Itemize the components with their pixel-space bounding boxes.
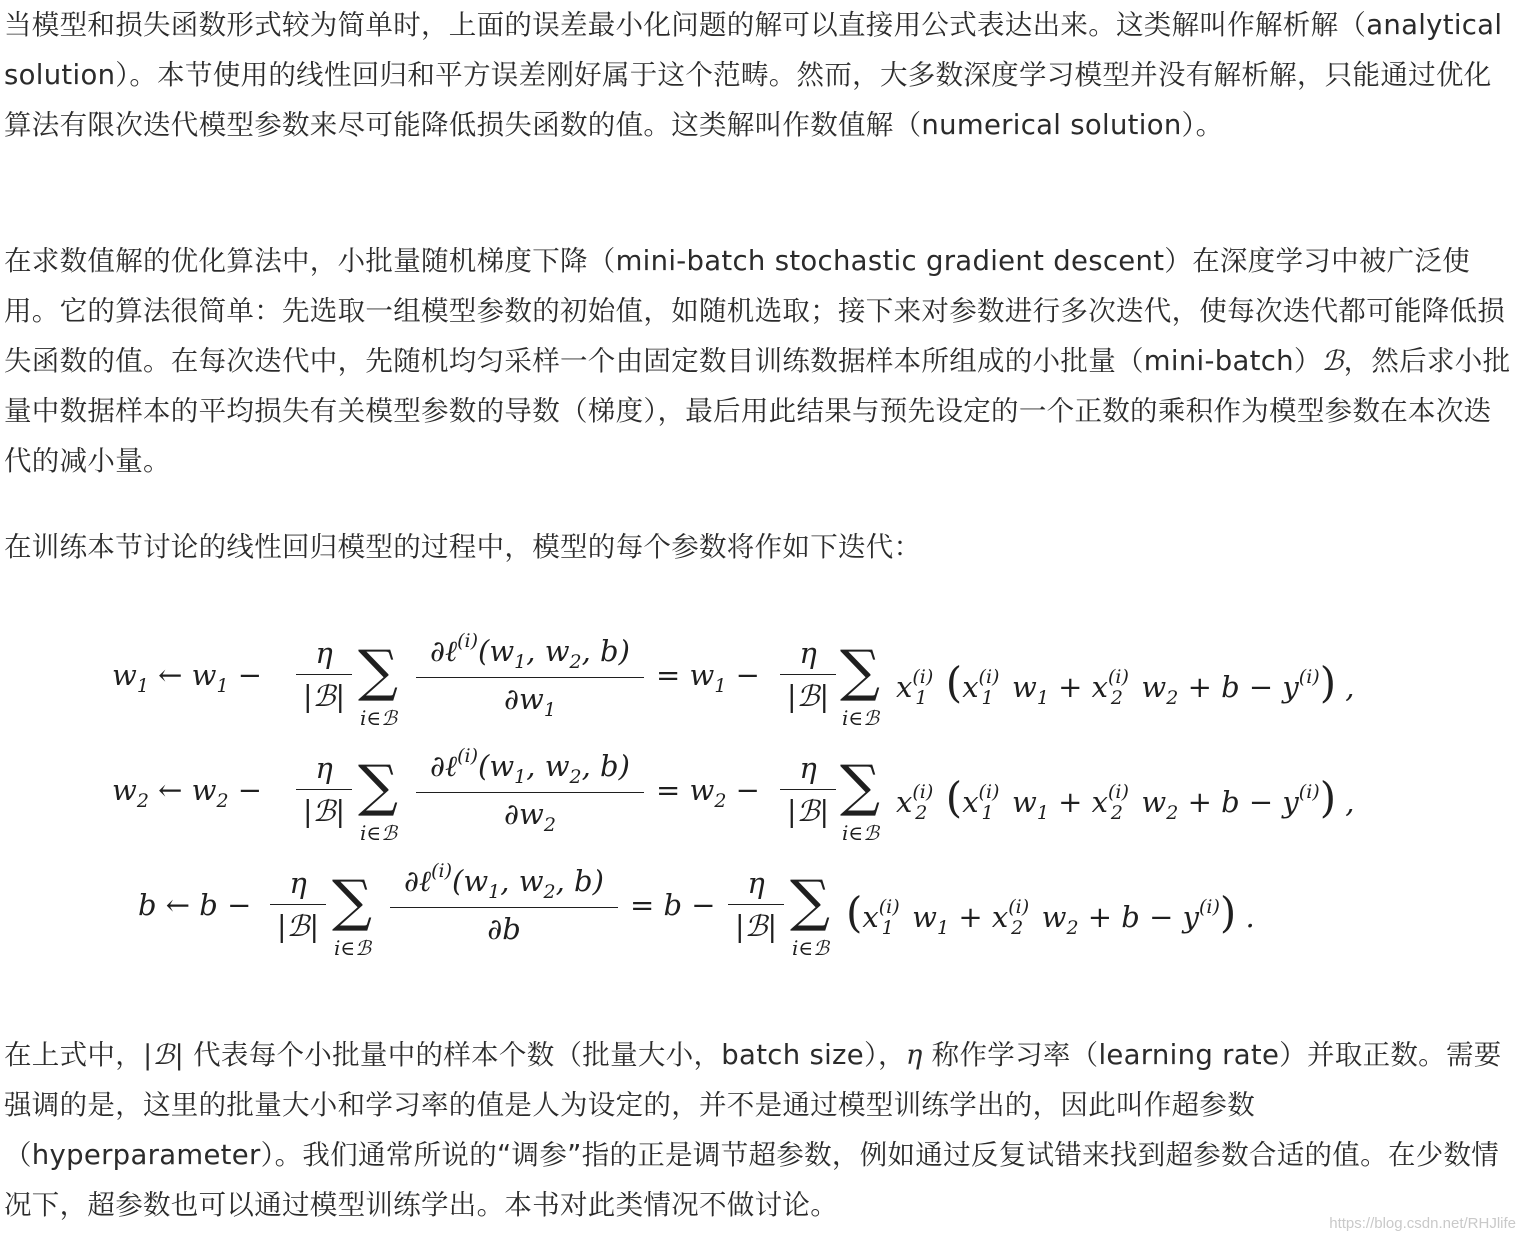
summation-symbol: ∑ bbox=[332, 869, 372, 934]
equation-lhs: $w_1$ ← $w_1$ − bbox=[112, 658, 263, 697]
summation-symbol: ∑ bbox=[358, 754, 398, 819]
summation-symbol: ∑ bbox=[358, 639, 398, 704]
paragraph-text: 在求数值解的优化算法中，小批量随机梯度下降（mini-batch stochastic gradient descent）在深度学习中被广泛使用。它的算法很简单：先选取一组模型参数的初始值，如随机选取；接下来对参数进行多次迭代，使每次迭代都可能降低损失函数的值。在每次迭代中，先随机均匀采样一个由固定数目训练数据样本所组成的小批量（mini-batch） bbox=[4, 245, 1506, 377]
paragraph-text: ，然后求小批量中数据样本的平均损失有关模型参数的导数（梯度），最后用此结果与预先设定的一个正数的乘积作为模型参数在本次迭代的减小量。 bbox=[4, 345, 1511, 477]
paragraph-minibatch-sgd bbox=[4, 236, 1516, 486]
update-equations bbox=[4, 600, 1516, 980]
fraction-eta-batch: η |ℬ| bbox=[780, 636, 836, 713]
fraction-gradient: $\partial\ell^{(i)}(w_1$, $w_2$, b) ∂b bbox=[390, 860, 618, 946]
equation-b bbox=[4, 848, 1516, 964]
paragraph-text: 代表每个小批量中的样本个数（批量大小，batch size）， bbox=[184, 1039, 906, 1071]
paragraph-hyperparameters bbox=[4, 1030, 1516, 1230]
fraction-eta-batch: η |ℬ| bbox=[780, 751, 836, 828]
fraction-eta-batch: η |ℬ| bbox=[296, 751, 352, 828]
summation-subscript: i∈ℬ bbox=[360, 706, 397, 730]
batch-symbol: ℬ bbox=[1321, 345, 1344, 377]
equation-rhs: = b − bbox=[630, 888, 716, 922]
equation-lhs: $w_2$ ← $w_2$ − bbox=[112, 773, 263, 812]
summation-symbol: ∑ bbox=[840, 754, 880, 819]
summation-subscript: i∈ℬ bbox=[360, 821, 397, 845]
batch-size-symbol: |ℬ| bbox=[143, 1039, 185, 1071]
paragraph-text: 称作学习率（learning rate）并取正数。需要强调的是，这里的批量大小和学习率的值是人为设定的，并不是通过模型训练学出的，因此叫作超参数（hyperparameter）。我们通常所说的“调参”指的正是调节超参数，例如通过反复试错来找到超参数合适的值。在少数情况下，超参数也可以通过模型训练学出。本书对此类情况不做讨论。 bbox=[4, 1039, 1502, 1221]
equation-w1 bbox=[4, 618, 1516, 734]
equation-rhs: = $w_2$ − bbox=[656, 773, 760, 812]
paragraph-iteration-intro: 在训练本节讨论的线性回归模型的过程中，模型的每个参数将作如下迭代： bbox=[4, 531, 922, 563]
watermark: https://blog.csdn.net/RHJlife bbox=[1329, 1215, 1516, 1232]
summation-subscript: i∈ℬ bbox=[792, 936, 829, 960]
equation-rhs: = $w_1$ − bbox=[656, 658, 760, 697]
equation-rhs-terms: $x^{(i)}_2$ ($x^{(i)}_1$ $w_1 + x^{(i)}_2$ $w_2 + b - y^{(i)}$) , bbox=[896, 773, 1355, 824]
fraction-eta-batch: η |ℬ| bbox=[270, 866, 326, 943]
fraction-gradient: $\partial\ell^{(i)}(w_1$, $w_2$, b) $\partial w_1$ bbox=[416, 630, 644, 721]
fraction-gradient: $\partial\ell^{(i)}(w_1$, $w_2$, b) $\partial w_2$ bbox=[416, 745, 644, 836]
fraction-eta-batch: η |ℬ| bbox=[728, 866, 784, 943]
summation-symbol: ∑ bbox=[790, 869, 830, 934]
learning-rate-symbol: η bbox=[905, 1039, 923, 1071]
equation-lhs: b ← b − bbox=[138, 888, 252, 922]
summation-subscript: i∈ℬ bbox=[334, 936, 371, 960]
equation-rhs-terms: ($x^{(i)}_1$ $w_1 + x^{(i)}_2$ $w_2 + b - y^{(i)}$) . bbox=[846, 888, 1255, 939]
equation-rhs-terms: $x^{(i)}_1$ ($x^{(i)}_1$ $w_1 + x^{(i)}_2$ $w_2 + b - y^{(i)}$) , bbox=[896, 658, 1355, 709]
fraction-eta-batch: η |ℬ| bbox=[296, 636, 352, 713]
summation-symbol: ∑ bbox=[840, 639, 880, 704]
paragraph-text: 在上式中， bbox=[4, 1039, 143, 1071]
summation-subscript: i∈ℬ bbox=[842, 706, 879, 730]
equation-w2 bbox=[4, 733, 1516, 849]
paragraph-analytical-solution: 当模型和损失函数形式较为简单时，上面的误差最小化问题的解可以直接用公式表达出来。这类解叫作解析解（analytical solution）。本节使用的线性回归和平方误差刚好属于这个范畴。然而，大多数深度学习模型并没有解析解，只能通过优化算法有限次迭代模型参数来尽可能降低损失函数的值。这类解叫作数值解（numerical solution）。 bbox=[4, 9, 1503, 141]
summation-subscript: i∈ℬ bbox=[842, 821, 879, 845]
